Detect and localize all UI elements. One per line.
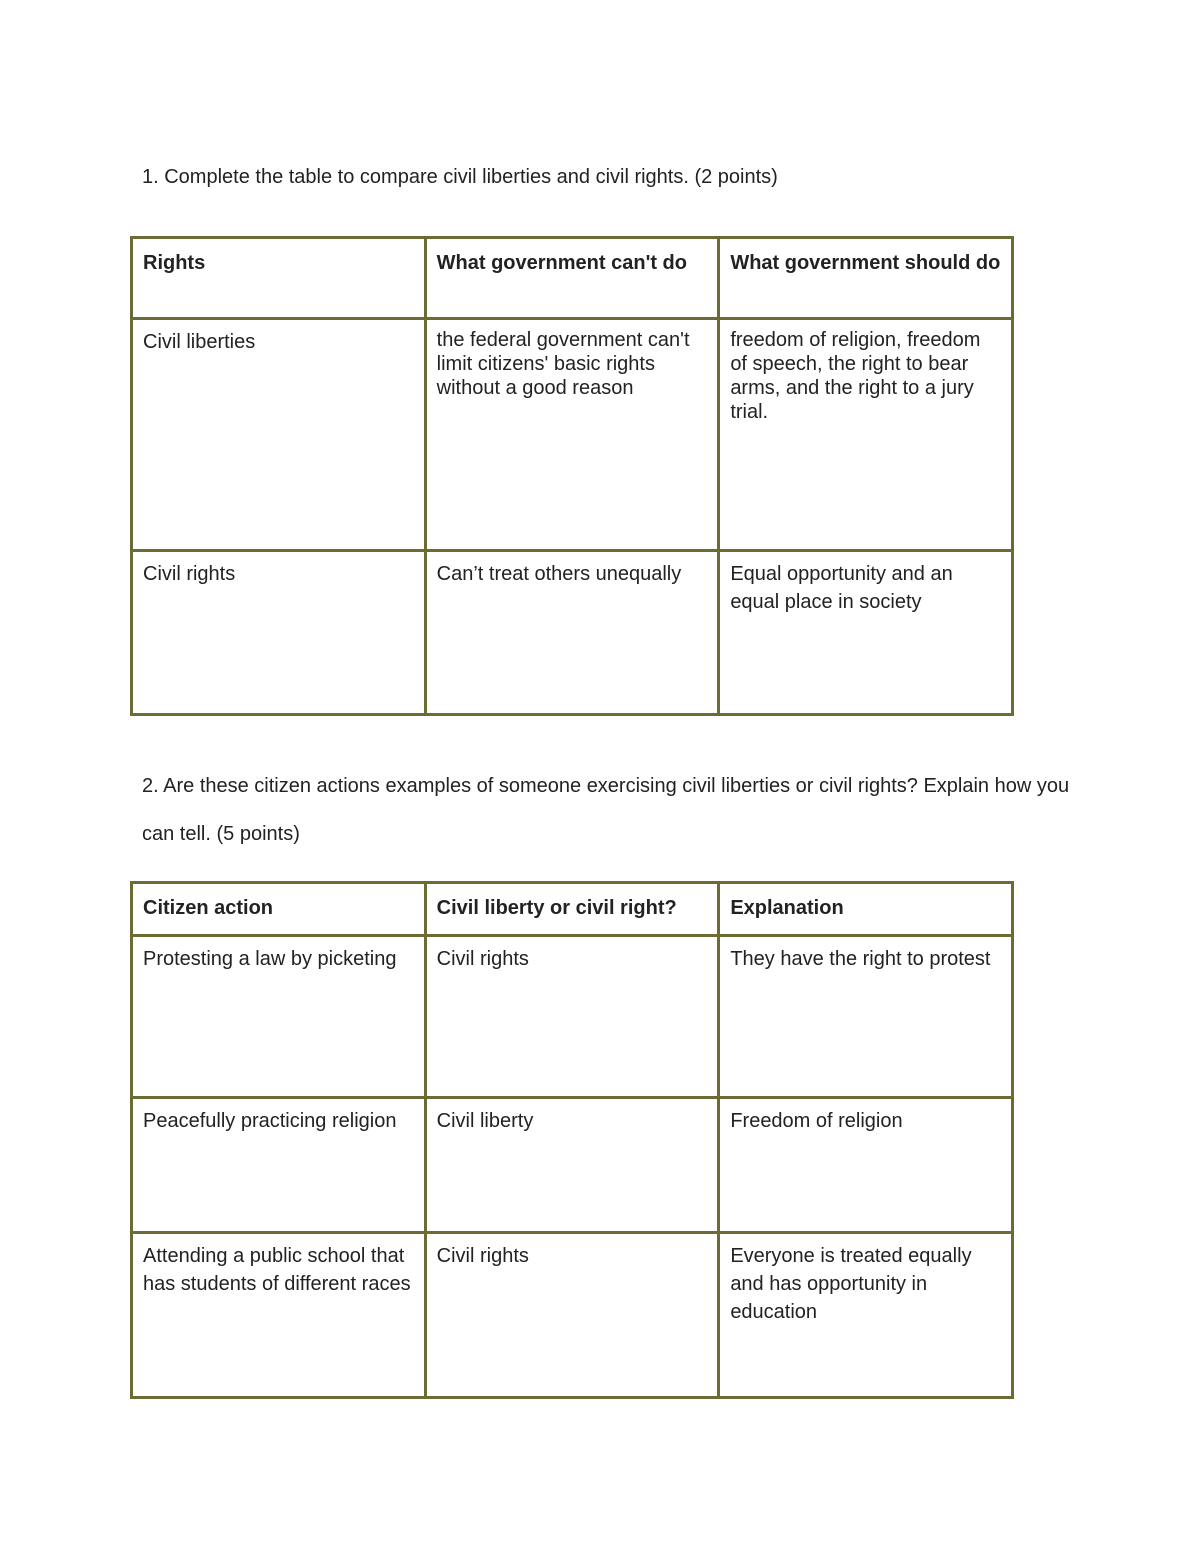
civil-liberties-rights-table	[130, 236, 1014, 716]
question-1: 1. Complete the table to compare civil liberties and civil rights. (2 points)	[142, 166, 778, 188]
header-government-cant-do: What government can't do	[425, 238, 719, 319]
table-row	[132, 936, 1013, 1098]
table-row	[132, 551, 1013, 715]
table-cell: the federal government can't limit citizens' basic rights without a good reason	[425, 319, 719, 551]
citizen-actions-table	[130, 881, 1014, 1399]
table-cell: Protesting a law by picketing	[132, 936, 426, 1098]
table-header-row	[132, 238, 1013, 319]
header-explanation: Explanation	[719, 883, 1013, 936]
table-row	[132, 319, 1013, 551]
table-cell: Civil rights	[132, 551, 426, 715]
table-header-row	[132, 883, 1013, 936]
header-liberty-or-right: Civil liberty or civil right?	[425, 883, 719, 936]
table-cell: Civil rights	[425, 936, 719, 1098]
table-cell: Everyone is treated equally and has opportunity in education	[719, 1233, 1013, 1398]
table-cell: Can’t treat others unequally	[425, 551, 719, 715]
header-citizen-action: Citizen action	[132, 883, 426, 936]
table-cell: They have the right to protest	[719, 936, 1013, 1098]
table-cell: Civil liberties	[132, 319, 426, 551]
table-cell: Peacefully practicing religion	[132, 1098, 426, 1233]
table-cell: freedom of religion, freedom of speech, the right to bear arms, and the right to a jury trial.	[719, 319, 1013, 551]
table-cell: Civil liberty	[425, 1098, 719, 1233]
question-2: 2. Are these citizen actions examples of someone exercising civil liberties or civil rights? Explain how you can tell. (5 points)	[142, 775, 1070, 845]
table-cell: Freedom of religion	[719, 1098, 1013, 1233]
table-cell: Equal opportunity and an equal place in society	[719, 551, 1013, 715]
table-cell: Attending a public school that has students of different races	[132, 1233, 426, 1398]
table-row	[132, 1233, 1013, 1398]
header-rights: Rights	[132, 238, 426, 319]
header-government-should-do: What government should do	[719, 238, 1013, 319]
table-row	[132, 1098, 1013, 1233]
table-cell: Civil rights	[425, 1233, 719, 1398]
